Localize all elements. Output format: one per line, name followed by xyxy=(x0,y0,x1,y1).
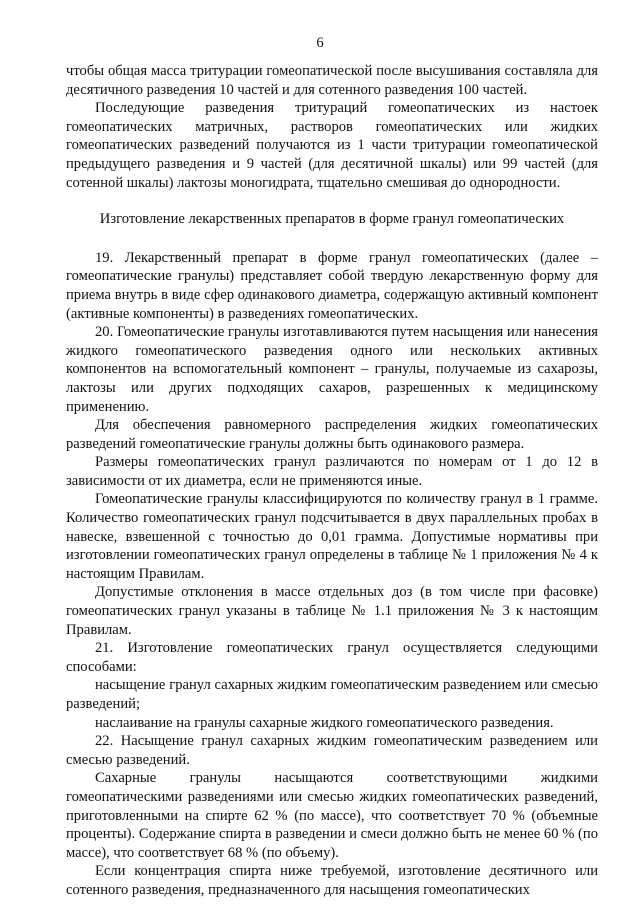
paragraph: Гомеопатические гранулы классифицируются по количеству гранул в 1 грамме. Количество гомеопатических гранул подсчитывается в двух параллельных пробах в навеске, взвешенной с точностью до 0,01 грамма. Допустимые нормативы при изготовлении гомеопатических гранул определены в таблице № 1 приложения № 4 к настоящим Правилам. xyxy=(66,491,598,582)
paragraph: Если концентрация спирта ниже требуемой, изготовление десятичного или сотенного разведения, предназначенного для насыщения гомеопатических xyxy=(66,863,598,898)
paragraph: Для обеспечения равномерного распределения жидких гомеопатических разведений гомеопатические гранулы должны быть одинакового размера. xyxy=(66,417,598,452)
paragraph: Допустимые отклонения в массе отдельных доз (в том числе при фасовке) гомеопатических гранул указаны в таблице № 1.1 приложения № 3 к настоящим Правилам. xyxy=(66,584,598,638)
list-item: насыщение гранул сахарных жидким гомеопатическим разведением или смесью разведений; xyxy=(66,677,598,712)
paragraph: чтобы общая масса тритурации гомеопатической после высушивания составляла для десятичного разведения 10 частей и для сотенного разведения 100 частей. xyxy=(66,63,598,98)
document-body xyxy=(66,62,598,900)
list-item: наслаивание на гранулы сахарные жидкого гомеопатического разведения. xyxy=(95,714,554,731)
page-number: 6 xyxy=(316,35,324,51)
paragraph: Последующие разведения тритураций гомеопатических из настоек гомеопатических матричных, растворов гомеопатических или жидких гомеопатических разведений получаются из 1 части тритурации гомеопатической предыдущего разведения и 9 частей (для десятичной шкалы) или 99 частей (для сотенной шкалы) лактозы моногидрата, тщательно смешивая до однородности. xyxy=(66,100,598,191)
paragraph: Сахарные гранулы насыщаются соответствующими жидкими гомеопатическими разведениями или смесью жидких гомеопатических разведений, приготовленными на спирте 62 % (по массе), что соответствует 70 % (объемные проценты). Содержание спирта в разведении и смеси должно быть не менее 60 % (по массе), что соответствует 68 % (по объему). xyxy=(66,770,598,861)
paragraph: 20. Гомеопатические гранулы изготавливаются путем насыщения или нанесения жидкого гомеопатического разведения одного или нескольких активных компонентов на вспомогательный компонент – гранулы, получаемые из сахарозы, лактозы или других подходящих сахаров, разрешенных к медицинскому применению. xyxy=(66,324,598,415)
section-title: Изготовление лекарственных препаратов в форме гранул гомеопатических xyxy=(99,211,565,228)
paragraph: Размеры гомеопатических гранул различаются по номерам от 1 до 12 в зависимости от их диаметра, если не применяются иные. xyxy=(66,454,598,489)
paragraph: 19. Лекарственный препарат в форме гранул гомеопатических (далее – гомеопатические гранулы) представляет собой твердую лекарственную форму для приема внутрь в виде сфер одинакового диаметра, содержащую активный компонент (активные компоненты) в разведениях гомеопатических. xyxy=(66,249,598,322)
paragraph: 22. Насыщение гранул сахарных жидким гомеопатическим разведением или смесью разведений. xyxy=(66,733,598,768)
paragraph: 21. Изготовление гомеопатических гранул осуществляется следующими способами: xyxy=(66,640,598,675)
